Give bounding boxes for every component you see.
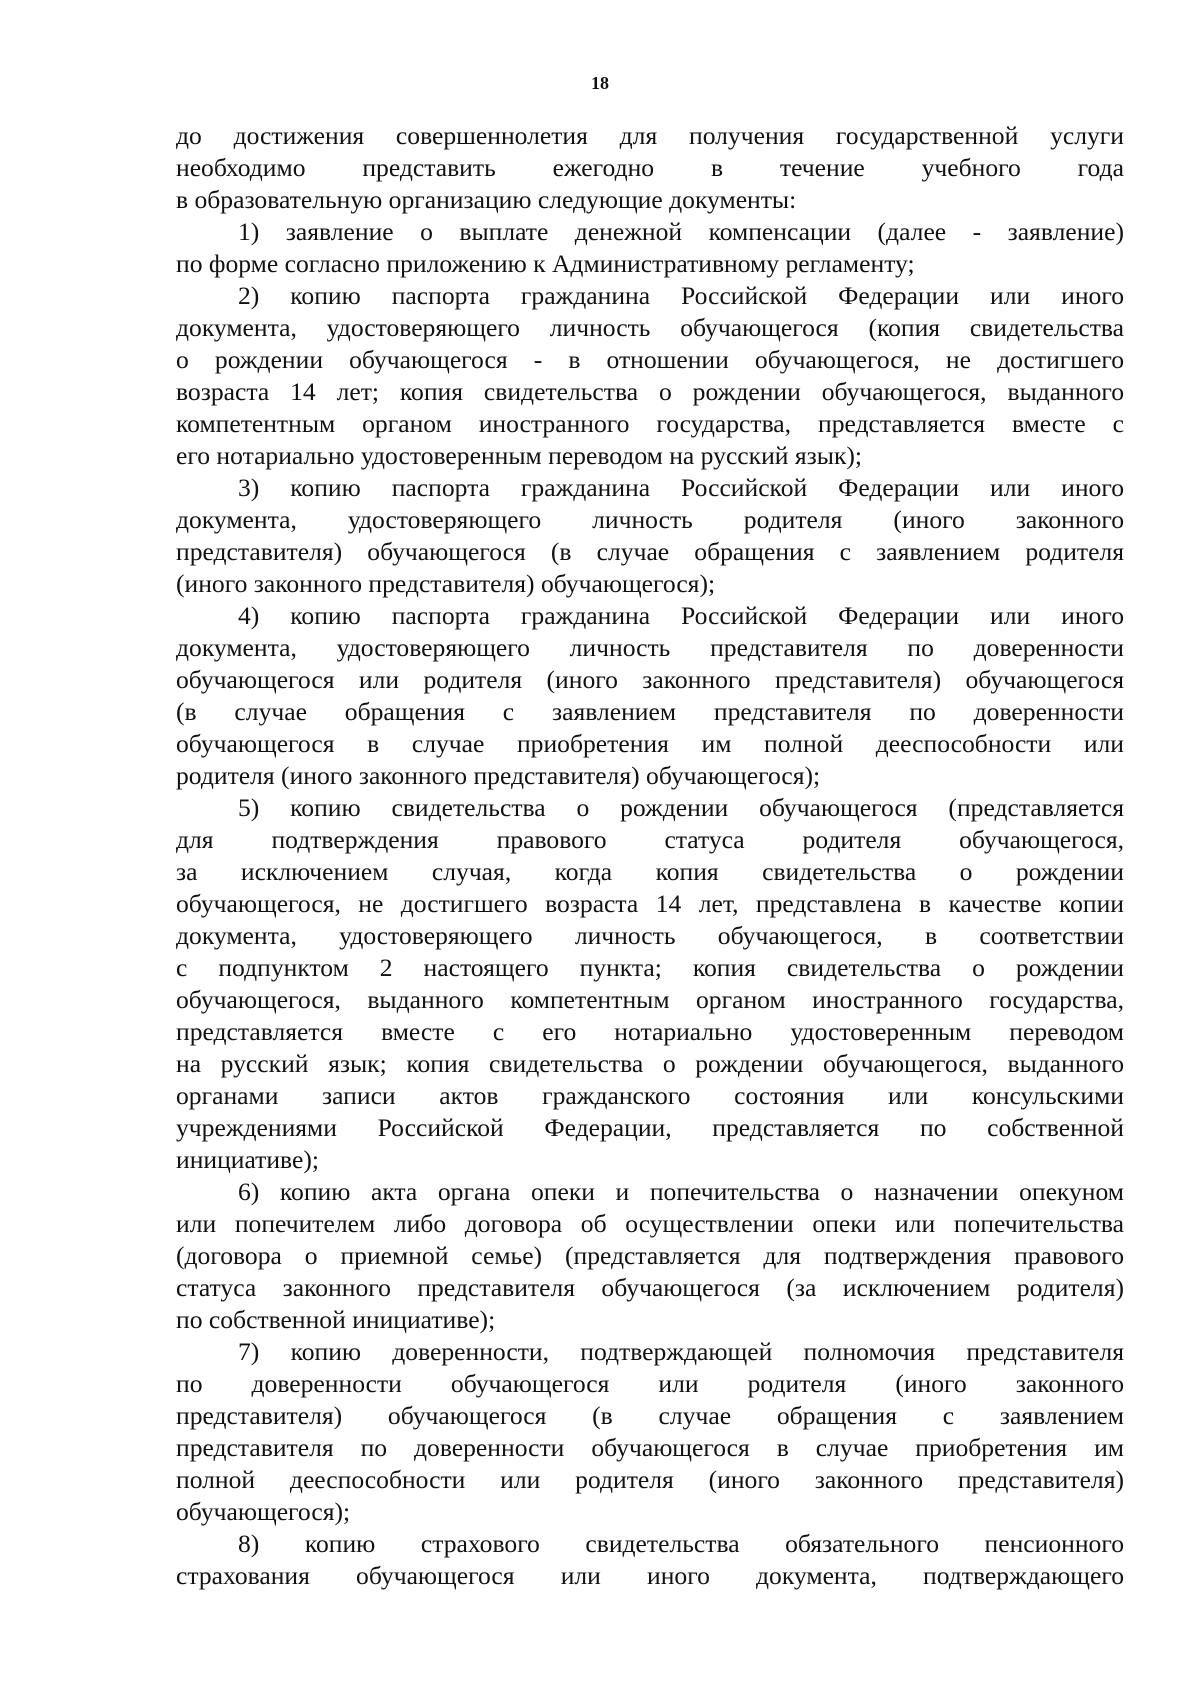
text-line: о рождении обучающегося - в отношении обучающегося, не достигшего — [176, 345, 1124, 374]
text-line: 5) копию свидетельства о рождении обучающегося (представляется — [238, 793, 1124, 822]
text-line: (иного законного представителя) обучающегося); — [176, 569, 716, 598]
text-line: 4) копию паспорта гражданина Российской Федерации или иного — [238, 601, 1124, 630]
text-line: документа, удостоверяющего личность родителя (иного законного — [176, 505, 1124, 534]
text-line: на русский язык; копия свидетельства о рождении обучающегося, выданного — [176, 1049, 1124, 1078]
text-line: органами записи актов гражданского состояния или консульскими — [176, 1081, 1124, 1110]
text-line: по форме согласно приложению к Административному регламенту; — [176, 249, 915, 278]
text-line: или попечителем либо договора об осуществлении опеки или попечительства — [176, 1209, 1124, 1238]
text-line: документа, удостоверяющего личность обучающегося, в соответствии — [176, 921, 1124, 950]
text-line: (в случае обращения с заявлением представителя по доверенности — [176, 697, 1124, 726]
text-line: представителя) обучающегося (в случае обращения с заявлением — [176, 1401, 1124, 1430]
text-line: представляется вместе с его нотариально удостоверенным переводом — [176, 1017, 1124, 1046]
text-line: представителя по доверенности обучающегося в случае приобретения им — [176, 1433, 1124, 1462]
text-line: обучающегося или родителя (иного законного представителя) обучающегося — [176, 665, 1124, 694]
text-line: документа, удостоверяющего личность представителя по доверенности — [176, 633, 1124, 662]
text-line: учреждениями Российской Федерации, представляется по собственной — [176, 1113, 1124, 1142]
text-line: полной дееспособности или родителя (иного законного представителя) — [176, 1465, 1124, 1494]
text-line: необходимо представить ежегодно в течение учебного года — [176, 153, 1124, 182]
text-line: возраста 14 лет; копия свидетельства о рождении обучающегося, выданного — [176, 377, 1124, 406]
text-line: обучающегося, не достигшего возраста 14 лет, представлена в качестве копии — [176, 889, 1124, 918]
text-line: за исключением случая, когда копия свидетельства о рождении — [176, 857, 1124, 886]
text-line: до достижения совершеннолетия для получения государственной услуги — [176, 121, 1124, 150]
text-line: в образовательную организацию следующие документы: — [176, 185, 797, 214]
text-line: 2) копию паспорта гражданина Российской Федерации или иного — [238, 281, 1124, 310]
text-line: (договора о приемной семье) (представляется для подтверждения правового — [176, 1241, 1124, 1270]
text-line: статуса законного представителя обучающегося (за исключением родителя) — [176, 1273, 1124, 1302]
text-line: 1) заявление о выплате денежной компенсации (далее - заявление) — [238, 217, 1124, 246]
text-line: 7) копию доверенности, подтверждающей полномочия представителя — [238, 1337, 1124, 1366]
text-line: документа, удостоверяющего личность обучающегося (копия свидетельства — [176, 313, 1124, 342]
text-line: компетентным органом иностранного государства, представляется вместе с — [176, 409, 1124, 438]
text-line: его нотариально удостоверенным переводом на русский язык); — [176, 441, 863, 470]
text-line: обучающегося, выданного компетентным органом иностранного государства, — [176, 985, 1124, 1014]
text-line: по собственной инициативе); — [176, 1305, 496, 1334]
document-body — [176, 120, 1124, 1592]
text-line: обучающегося); — [176, 1497, 351, 1526]
text-line: по доверенности обучающегося или родителя (иного законного — [176, 1369, 1124, 1398]
text-line: страхования обучающегося или иного документа, подтверждающего — [176, 1561, 1124, 1590]
text-line: инициативе); — [176, 1145, 319, 1174]
text-line: 8) копию страхового свидетельства обязательного пенсионного — [238, 1529, 1124, 1558]
page-number: 18 — [591, 73, 609, 93]
text-line: обучающегося в случае приобретения им полной дееспособности или — [176, 729, 1124, 758]
text-line: с подпунктом 2 настоящего пункта; копия свидетельства о рождении — [176, 953, 1124, 982]
text-line: 6) копию акта органа опеки и попечительства о назначении опекуном — [238, 1177, 1124, 1206]
text-line: родителя (иного законного представителя) обучающегося); — [176, 761, 821, 790]
text-line: представителя) обучающегося (в случае обращения с заявлением родителя — [176, 537, 1124, 566]
text-line: 3) копию паспорта гражданина Российской Федерации или иного — [238, 473, 1124, 502]
text-line: для подтверждения правового статуса родителя обучающегося, — [176, 825, 1124, 854]
